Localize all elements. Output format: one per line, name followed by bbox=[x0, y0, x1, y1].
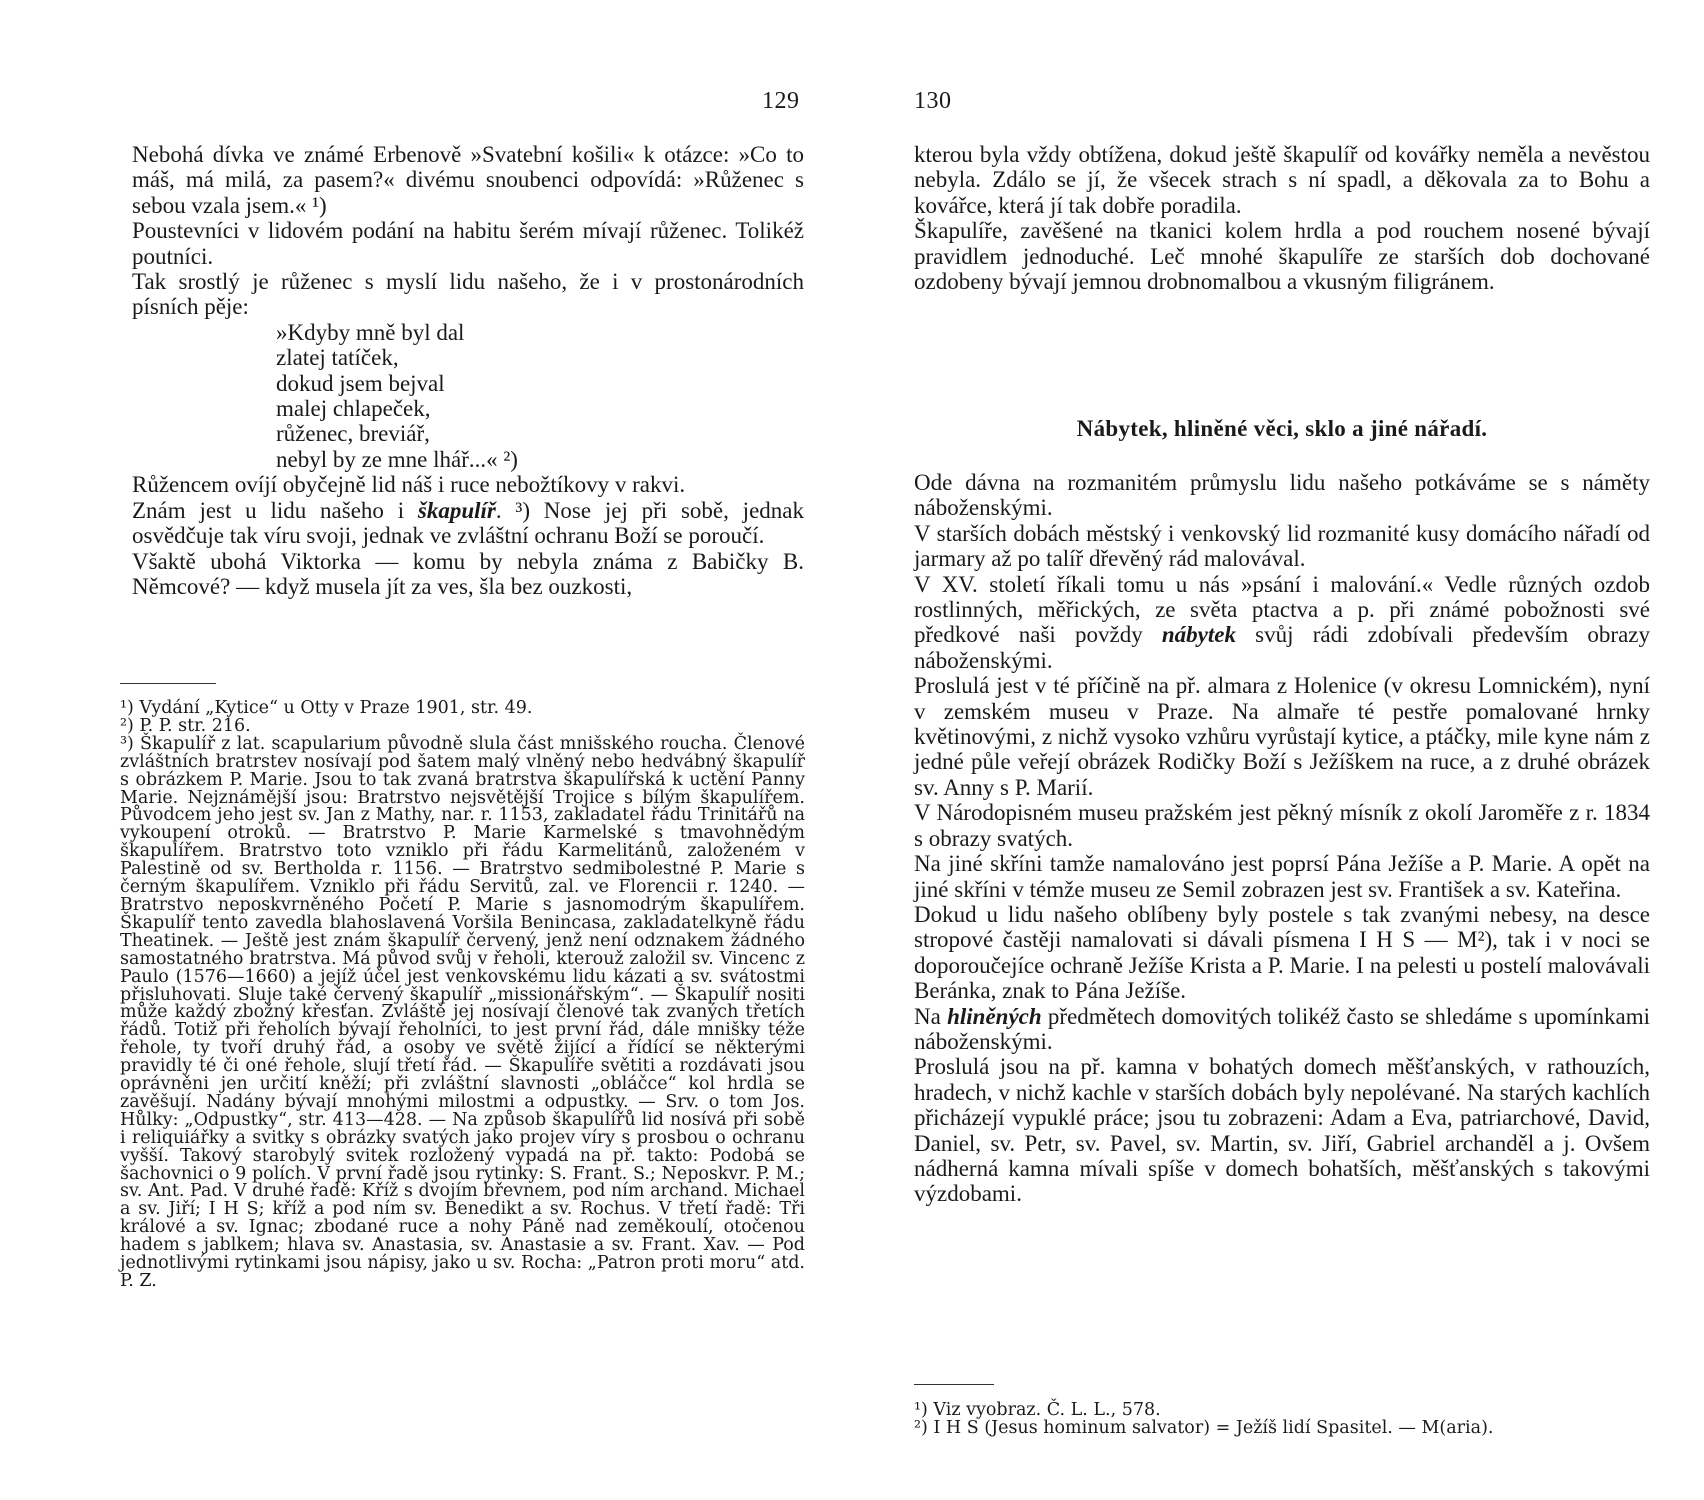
verse-line: nebyl by ze mne lhář...« ²) bbox=[276, 446, 518, 472]
section-title: Nábytek, hliněné věci, sklo a jiné nářadí. bbox=[1076, 416, 1488, 441]
text-run: V XV. století říkali tomu u nás »psání i malování.« Vedle různých ozdob rostlinných, měřických, ze světa ptactva a p. při známé pobožnosti své předkové naši povždy bbox=[914, 571, 1650, 648]
left-footnotes bbox=[120, 700, 805, 1291]
paragraph: Růžencem ovíjí obyčejně lid náš i ruce nebožtíkovy v rakvi. bbox=[132, 472, 686, 498]
left-main-text bbox=[132, 142, 804, 599]
verse-block bbox=[276, 320, 804, 472]
right-main-text bbox=[914, 142, 1650, 294]
paragraph: Nebohá dívka ve známé Erbenově »Svatební košili« k otázce: »Co to máš, má milá, za pasem?« divému snoubenci odpovídá: »Růženec s sebou vzala jsem.« ¹) bbox=[132, 142, 804, 218]
paragraph: Ode dávna na rozmanitém průmyslu lidu našeho potkáváme se s náměty náboženskými. bbox=[914, 470, 1650, 521]
verse-line: zlatej tatíček, bbox=[276, 345, 399, 371]
text-run: Na bbox=[914, 1003, 948, 1029]
right-footnotes bbox=[914, 1402, 1650, 1438]
page-number: 129 bbox=[762, 88, 800, 114]
verse-line: malej chlapeček, bbox=[276, 396, 431, 422]
paragraph bbox=[132, 498, 804, 549]
text-run: předmětech domovitých tolikéž často se shledáme s upomínkami náboženskými. bbox=[914, 1003, 1651, 1054]
paragraph: Tak srostlý je růženec s myslí lidu našeho, že i v prostonárodních písních pěje: bbox=[132, 269, 804, 320]
footnote: ¹) Viz vyobraz. Č. L. L., 578. bbox=[914, 1400, 1161, 1420]
paragraph: Dokud u lidu našeho oblíbeny byly postele s tak zvanými nebesy, na desce stropové častěji namalovati si dávali písmena I H S — M²), tak i v noci se doporoučejíce ochraně Ježíše Krista a P. Marie. I na pelesti u postelí malovávali Beránka, znak to Pána Ježíše. bbox=[914, 901, 1650, 1004]
verse-line: růženec, breviář, bbox=[276, 421, 430, 447]
footnote-rule bbox=[914, 1384, 994, 1385]
paragraph: Všaktě ubohá Viktorka — komu by nebyla známa z Babičky B. Němcové? — když musela jít za ves, šla bez ouzkosti, bbox=[132, 548, 804, 599]
footnote: ²) I H S (Jesus hominum salvator) = Ježíš lidí Spasitel. — M(aria). bbox=[914, 1417, 1494, 1438]
paragraph bbox=[914, 572, 1650, 674]
footnote: ¹) Vydání „Kytice“ u Otty v Praze 1901, str. 49. bbox=[120, 698, 533, 718]
paragraph: Proslulá jsou na př. kamna v bohatých domech měšťanských, v rathouzích, hradech, v nichž kachle v starších dobách byly nepolévané. Na starých kachlích přicházejí vypuklé práce; jsou tu zobrazeni: Adam a Eva, patriarchové, David, Daniel, sv. Petr, sv. Pavel, sv. Martin, sv. Jiří, Gabriel archanděl a j. Ovšem nádherná kamna mívali spíše v domech bohatších, měšťanských s takovými výzdobami. bbox=[914, 1054, 1650, 1207]
verse-line: dokud jsem bejval bbox=[276, 370, 445, 396]
text-run: svůj rádi zdobívali především obrazy náboženskými. bbox=[914, 622, 1650, 673]
paragraph: Proslulá jest v té příčině na př. almara z Holenice (v okresu Lomnickém), nyní v zemském museu v Praze. Na almaře té pestře pomalované hrnky květinovými, z nichž vysoko vzhůru vyrůstají kytice, a ptáčky, mile kyne nám z jedné půle veřejí obrázek Rodičky Boží s Ježíškem na ruce, a z druhé obrázek sv. Anny s P. Marií. bbox=[914, 673, 1650, 800]
left-page bbox=[0, 0, 850, 1500]
emphasis: hliněných bbox=[947, 1003, 1042, 1029]
page-number: 130 bbox=[914, 88, 952, 114]
paragraph: kterou byla vždy obtížena, dokud ještě škapulíř od kovářky neměla a nevěstou nebyla. Zdálo se jí, že všecek strach s ní spadl, a děkovala za to Bohu a kovářce, která jí tak dobře poradila. bbox=[914, 142, 1650, 218]
paragraph bbox=[914, 1004, 1650, 1055]
emphasis: nábytek bbox=[1161, 622, 1236, 648]
text-run: Znám jest u lidu našeho i bbox=[132, 497, 418, 523]
paragraph: Škapulíře, zavěšené na tkanici kolem hrdla a pod rouchem nosené bývají pravidlem jednoduché. Leč mnohé škapulíře ze starších dob dochované ozdobeny bývají jemnou drobnomalbou a vkusným filigránem. bbox=[914, 218, 1650, 295]
right-section-text bbox=[914, 470, 1650, 1207]
right-page bbox=[850, 0, 1704, 1500]
footnote-rule bbox=[120, 683, 216, 684]
paragraph: Poustevníci v lidovém podání na habitu šerém mívají růženec. Tolikéž poutníci. bbox=[132, 218, 804, 269]
verse-line: »Kdyby mně byl dal bbox=[276, 319, 465, 345]
paragraph: V starších dobách městský i venkovský lid rozmanité kusy domácího nářadí od jarmary až po talíř dřevěný rád malovával. bbox=[914, 520, 1650, 572]
emphasis: škapulíř bbox=[417, 497, 496, 523]
footnote: ²) P. P. str. 216. bbox=[120, 715, 251, 736]
paragraph: Na jiné skříni tamže namalováno jest poprsí Pána Ježíše a P. Marie. A opět na jiné skříni v témže museu ze Semil zobrazen jest sv. František a sv. Kateřina. bbox=[914, 851, 1650, 902]
footnote: ³) Škapulíř z lat. scapularium původně slula část mnišského roucha. Členové zvláštních bratrstev nosívají pod šatem malý vlněný nebo hedvábný škapulíř s obrázkem P. Marie. Jsou to tak zvaná bratrstva škapulířská k uctění Panny Marie. Nejznámější jsou: Bratrstvo nejsvětější Trojice s bílým škapulířem. Původcem jeho jest sv. Jan z Mathy, nar. r. 1153, zakladatel řádu Trinitářů na vykoupení otroků. — Bratrstvo P. Marie Karmelské s tmavohnědým škapulířem. Bratrstvo toto vzniklo při řádu Karmelitánů, založeném v Palestině od sv. Bertholda r. 1156. — Bratrstvo sedmibolestné P. Marie s černým škapulířem. Vzniklo při řádu Servitů, zal. ve Florencii r. 1240. — Bratrstvo neposkvrněného Početí P. Marie s jasnomodrým škapulířem. Škapulíř tento zavedla blahoslavená Voršila Benincasa, zakladatelkyně řádu Theatinek. — Ještě jest znám škapulíř červený, jenž není odznakem žádného samostatného bratrstva. Má původ svůj v řeholi, kterouž založil sv. Vincenc z Paulo (1576—1660) a jejíž účel jest venkovskému lidu kázati a sv. svátostmi přisluhovati. Sluje také červený škapulíř „missionářským“. — Škapulíř nositi může každý zbožný křesťan. Zvláště jej nosívají členové tak zvaných třetích řádů. Totiž při řeholích bývají řeholníci, to jest první řád, dále mnišky téže řehole, ty tvoří druhý řád, a osoby ve světě žijící a řídící se některými pravidly té či oné řehole, slují třetí řád. — Škapulíře světiti a rozdávati jsou oprávněni jen určití kněží; při zvláštní slavnosti „obláčce“ kol hrdla se zavěšují. Nadány bývají mnohými milostmi a odpustky. — Srv. o tom Jos. Hůlky: „Odpustky“, str. 413—428. — Na způsob škapulířů lid nosívá při sobě i reliquiářky a svitky s obrázky svatých jako projev víry s prosbou o ochranu vyšší. Takový starobylý svitek rozložený vypadá na př. takto: Podobá se šachovnici o 9 polích. V první řadě jsou rytinky: S. Frant. S.; Neposkvr. P. M.; sv. Ant. Pad. V druhé řadě: Kříž s dvojím břevnem, pod ním archand. Michael a sv. Jiří; I H S; kříž a pod ním sv. Benedikt a sv. Rochus. V třetí řadě: Tři králové a sv. Ignac; zbodané ruce a nohy Páně nad zeměkoulí, otočenou hadem s jablkem; hlava sv. Anastasia, sv. Anastasie a sv. Frant. Xav. — Pod jednotlivými rytinkami jsou nápisy, jako u sv. Rocha: „Patron proti moru“ atd. P. Z. bbox=[120, 733, 805, 1291]
text-run: . ³) Nose jej při sobě, jednak osvědčuje tak víru svoji, jednak ve zvláštní ochranu Boží se poroučí. bbox=[132, 497, 804, 549]
paragraph: V Národopisném museu pražském jest pěkný mísník z okolí Jaroměře z r. 1834 s obrazy svatých. bbox=[914, 800, 1650, 851]
